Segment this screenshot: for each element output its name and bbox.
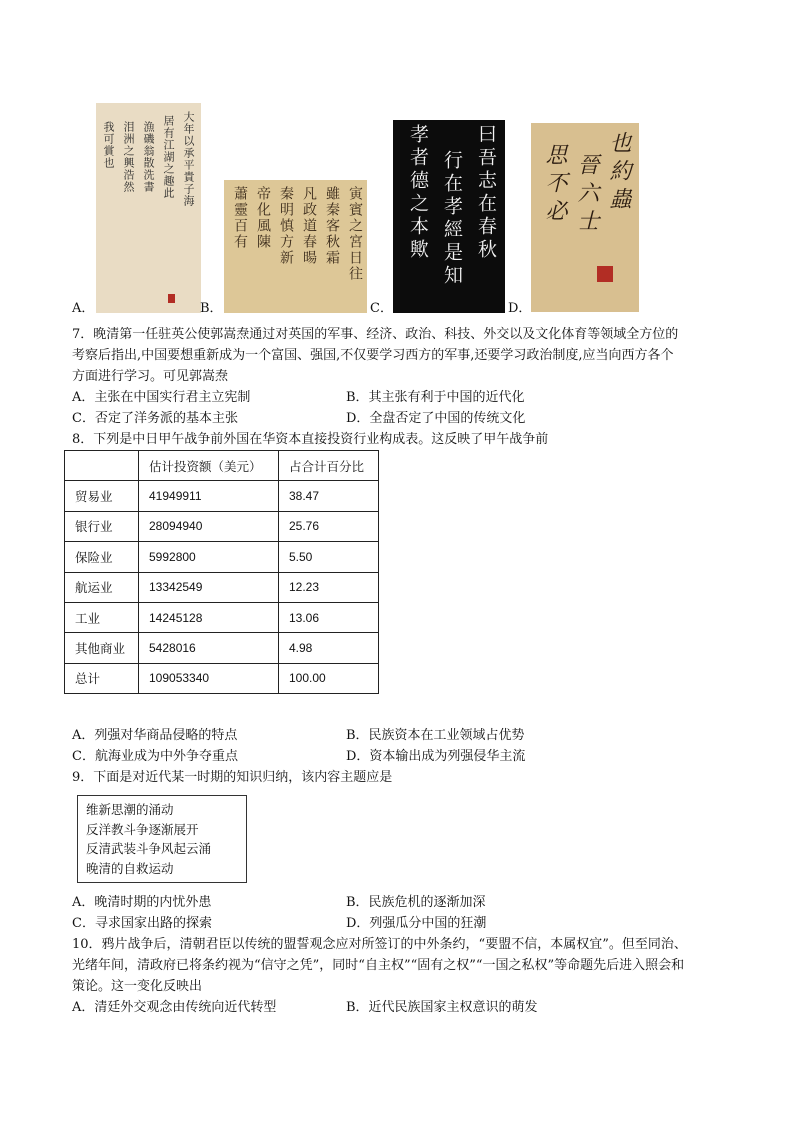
q10-stem-line3: 策论。这一变化反映出	[72, 979, 203, 994]
calligraphy-column: 行在孝經是知	[441, 150, 463, 288]
calligraphy-image-b	[224, 180, 367, 313]
q8-option-a[interactable]: A．列强对华商品侵略的特点	[72, 728, 238, 743]
calligraphy-image-d	[531, 123, 639, 312]
calligraphy-column: 秦明慎方新	[278, 186, 294, 266]
table-cell: 13342549	[139, 572, 279, 602]
table-row	[65, 602, 379, 632]
table-cell: 100.00	[279, 663, 379, 693]
calligraphy-column: 我可賞也	[102, 121, 115, 169]
calligraphy-column: 泪洲之興浩然	[122, 121, 135, 193]
table-cell: 38.47	[279, 481, 379, 511]
q9-option-c[interactable]: C．寻求国家出路的探索	[72, 916, 212, 931]
table-cell: 5992800	[139, 542, 279, 572]
table-row	[65, 633, 379, 663]
table-cell: 其他商业	[65, 633, 139, 663]
table-cell: 25.76	[279, 511, 379, 541]
q9-option-b[interactable]: B．民族危机的逐渐加深	[346, 895, 486, 910]
seal-stamp	[597, 266, 613, 282]
q10-stem-line1: 10．鸦片战争后，清朝君臣以传统的盟誓观念应对所签订的中外条约，“要盟不信，本属权宜”。但至同治、	[72, 937, 687, 952]
q7-stem-line1: 7．晚清第一任驻英公使郭嵩焘通过对英国的军事、经济、政治、科技、外交以及文化体育等领域全方位的	[72, 327, 679, 342]
table-header-row	[65, 451, 379, 481]
summary-item: 反清武装斗争风起云涌	[86, 841, 212, 856]
table-row	[65, 542, 379, 572]
calligraphy-column: 帝化風陳	[255, 186, 271, 250]
q10-option-a[interactable]: A．清廷外交观念由传统向近代转型	[72, 1000, 277, 1015]
calligraphy-column: 凡政道春暘	[301, 186, 317, 266]
table-cell: 12.23	[279, 572, 379, 602]
table-row	[65, 663, 379, 693]
table-cell: 航运业	[65, 572, 139, 602]
table-cell: 总计	[65, 663, 139, 693]
table-cell: 贸易业	[65, 481, 139, 511]
seal-stamp	[168, 294, 175, 303]
calligraphy-column: 晉六士	[574, 153, 599, 237]
investment-table	[64, 450, 379, 694]
image-option-label: A．	[72, 301, 95, 316]
q9-stem: 9．下面是对近代某一时期的知识归纳，该内容主题应是	[72, 770, 393, 785]
summary-item: 维新思潮的涌动	[86, 802, 174, 817]
q8-option-b[interactable]: B．民族资本在工业领域占优势	[346, 728, 525, 743]
table-cell: 保险业	[65, 542, 139, 572]
summary-item: 反洋教斗争逐渐展开	[86, 821, 199, 837]
q9-option-d[interactable]: D．列强瓜分中国的狂潮	[346, 916, 487, 931]
q7-stem-line2: 考察后指出,中国要想重新成为一个富国、强国,不仅要学习西方的军事,还要学习政治制度,应当向西方各个	[72, 348, 674, 363]
q10-stem-line2: 光绪年间，清政府已将条约视为“信守之凭”，同时“自主权”“固有之权”“一国之私权”等命题先后进入照会和	[72, 958, 685, 973]
table-cell: 5428016	[139, 633, 279, 663]
table-cell: 13.06	[279, 602, 379, 632]
summary-item: 晚清的自救运动	[86, 860, 174, 876]
image-option-label: D．	[508, 301, 532, 316]
q9-option-a[interactable]: A．晚清时期的内忧外患	[72, 895, 212, 910]
table-cell: 工业	[65, 602, 139, 632]
image-option-label: B．	[200, 301, 223, 316]
table-row	[65, 511, 379, 541]
calligraphy-image-c	[393, 120, 505, 313]
calligraphy-column: 漁磯翁散洗書	[142, 121, 155, 193]
calligraphy-column: 曰吾志在春秋	[475, 124, 497, 262]
table-cell: 41949911	[139, 481, 279, 511]
q10-option-b[interactable]: B．近代民族国家主权意识的萌发	[346, 1000, 538, 1015]
table-cell: 14245128	[139, 602, 279, 632]
q7-option-c[interactable]: C．否定了洋务派的基本主张	[72, 411, 238, 426]
q8-option-d[interactable]: D．资本输出成为列强侵华主流	[346, 749, 526, 764]
q7-option-a[interactable]: A．主张在中国实行君主立宪制	[72, 390, 251, 405]
calligraphy-column: 思不必	[542, 143, 567, 227]
q7-option-b[interactable]: B．其主张有利于中国的近代化	[346, 390, 525, 405]
calligraphy-column: 大年以承平貴子海	[182, 111, 195, 207]
calligraphy-column: 也約蟲	[606, 131, 631, 215]
q9-summary-box	[77, 795, 247, 883]
table-cell: 5.50	[279, 542, 379, 572]
table-row	[65, 572, 379, 602]
q7-option-d[interactable]: D．全盘否定了中国的传统文化	[346, 411, 526, 426]
table-cell: 银行业	[65, 511, 139, 541]
image-option-label: C．	[370, 301, 393, 316]
table-cell: 109053340	[139, 663, 279, 693]
table-row	[65, 481, 379, 511]
table-header-cell: 占合计百分比	[279, 451, 379, 481]
q7-stem-line3: 方面进行学习。可见郭嵩焘	[72, 369, 229, 384]
table-header-cell	[65, 451, 139, 481]
table-cell: 4.98	[279, 633, 379, 663]
q8-option-c[interactable]: C．航海业成为中外争夺重点	[72, 749, 238, 764]
table-cell: 28094940	[139, 511, 279, 541]
calligraphy-column: 孝者德之本歟	[407, 124, 429, 262]
calligraphy-column: 蕭靈百有	[232, 186, 248, 250]
calligraphy-image-a	[96, 103, 201, 313]
calligraphy-column: 雖秦客秋霜	[324, 186, 340, 266]
q8-stem: 8．下列是中日甲午战争前外国在华资本直接投资行业构成表。这反映了甲午战争前	[72, 432, 549, 447]
calligraphy-column: 寅賓之宮日往	[347, 186, 363, 282]
table-header-cell: 估计投资额（美元）	[139, 451, 279, 481]
calligraphy-column: 居有江湖之趣此	[162, 115, 175, 199]
